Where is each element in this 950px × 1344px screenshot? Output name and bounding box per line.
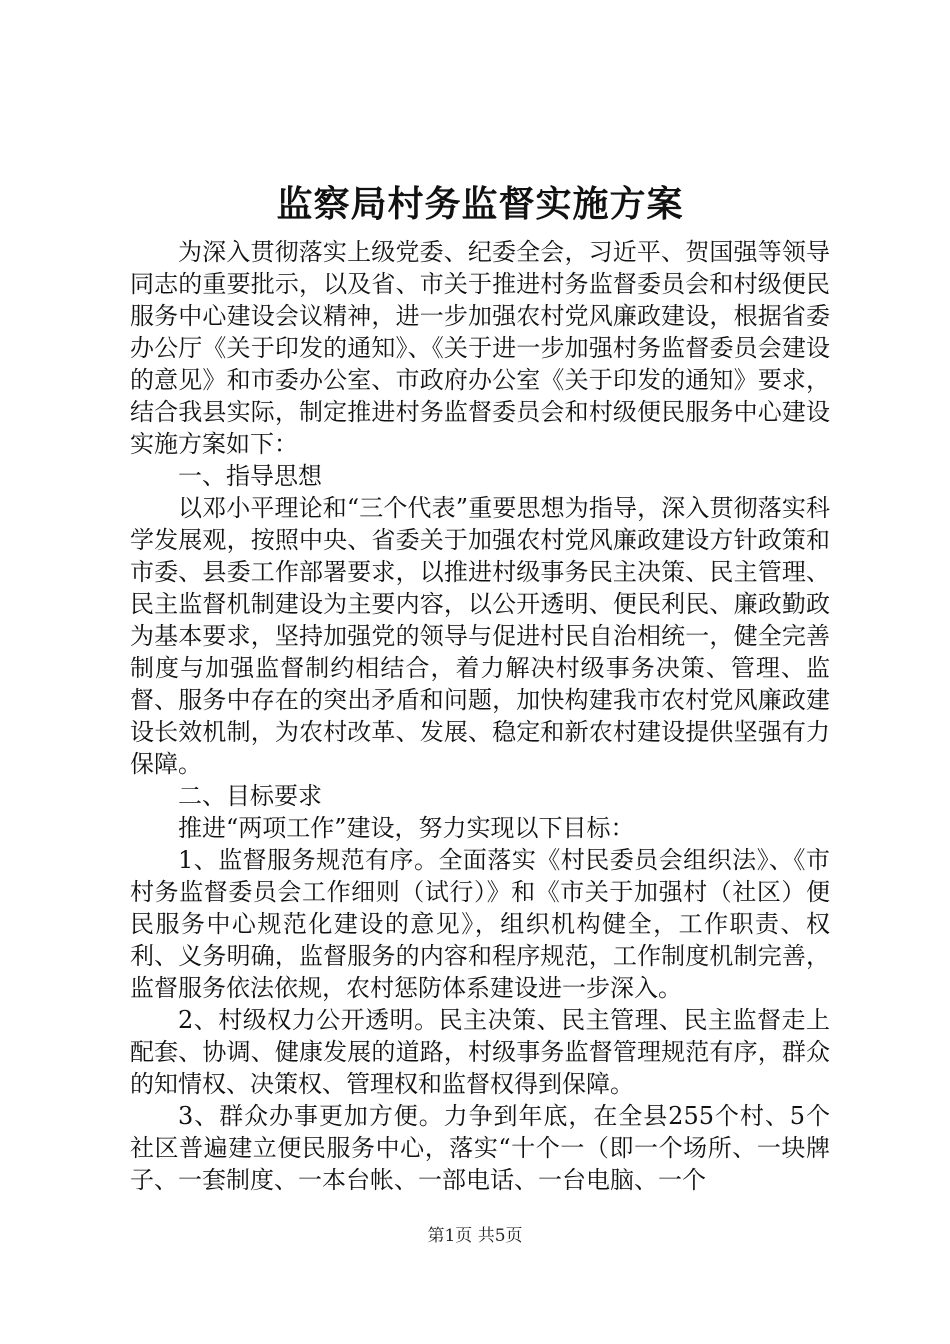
- guiding-ideology-paragraph: 以邓小平理论和“三个代表”重要思想为指导，深入贯彻落实科学发展观，按照中央、省委关于加强农村党风廉政建设方针政策和市委、县委工作部署要求，以推进村级事务民主决策、民主管理、民主监督机制建设为主要内容，以公开透明、便民利民、廉政勤政为基本要求，坚持加强党的领导与促进村民自治相统一，健全完善制度与加强监督制约相结合，着力解决村级事务决策、管理、监督、服务中存在的突出矛盾和问题，加快构建我市农村党风廉政建设长效机制，为农村改革、发展、稳定和新农村建设提供坚强有力保障。: [130, 494, 830, 778]
- document-page: [130, 180, 830, 1196]
- goal-item-2: 2、村级权力公开透明。民主决策、民主管理、民主监督走上配套、协调、健康发展的道路，村级事务监督管理规范有序，群众的知情权、决策权、管理权和监督权得到保障。: [130, 1006, 830, 1098]
- document-title: 监察局村务监督实施方案: [276, 183, 684, 225]
- intro-paragraph: 为深入贯彻落实上级党委、纪委全会，习近平、贺国强等领导同志的重要批示，以及省、市关于推进村务监督委员会和村级便民服务中心建设会议精神，进一步加强农村党风廉政建设，根据省委办公厅《关于印发的通知》、《关于进一步加强村务监督委员会建设的意见》和市委办公室、市政府办公室《关于印发的通知》要求，结合我县实际，制定推进村务监督委员会和村级便民服务中心建设实施方案如下：: [130, 238, 830, 458]
- page-number-footer: 第1页 共5页: [427, 1226, 523, 1246]
- goal-item-1: 1、监督服务规范有序。全面落实《村民委员会组织法》、《市村务监督委员会工作细则（试行）》和《市关于加强村（社区）便民服务中心规范化建设的意见》，组织机构健全，工作职责、权利、义务明确，监督服务的内容和程序规范，工作制度机制完善，监督服务依法依规，农村惩防体系建设进一步深入。: [130, 846, 830, 1002]
- section-heading-guiding-ideology: 一、指导思想: [178, 462, 322, 490]
- goals-intro-paragraph: 推进“两项工作”建设，努力实现以下目标：: [178, 814, 635, 842]
- section-heading-goals: 二、目标要求: [178, 782, 322, 810]
- goal-item-3: 3、群众办事更加方便。力争到年底，在全县255个村、5个社区普遍建立便民服务中心，落实“十个一（即一个场所、一块牌子、一套制度、一本台帐、一部电话、一台电脑、一个: [130, 1102, 830, 1194]
